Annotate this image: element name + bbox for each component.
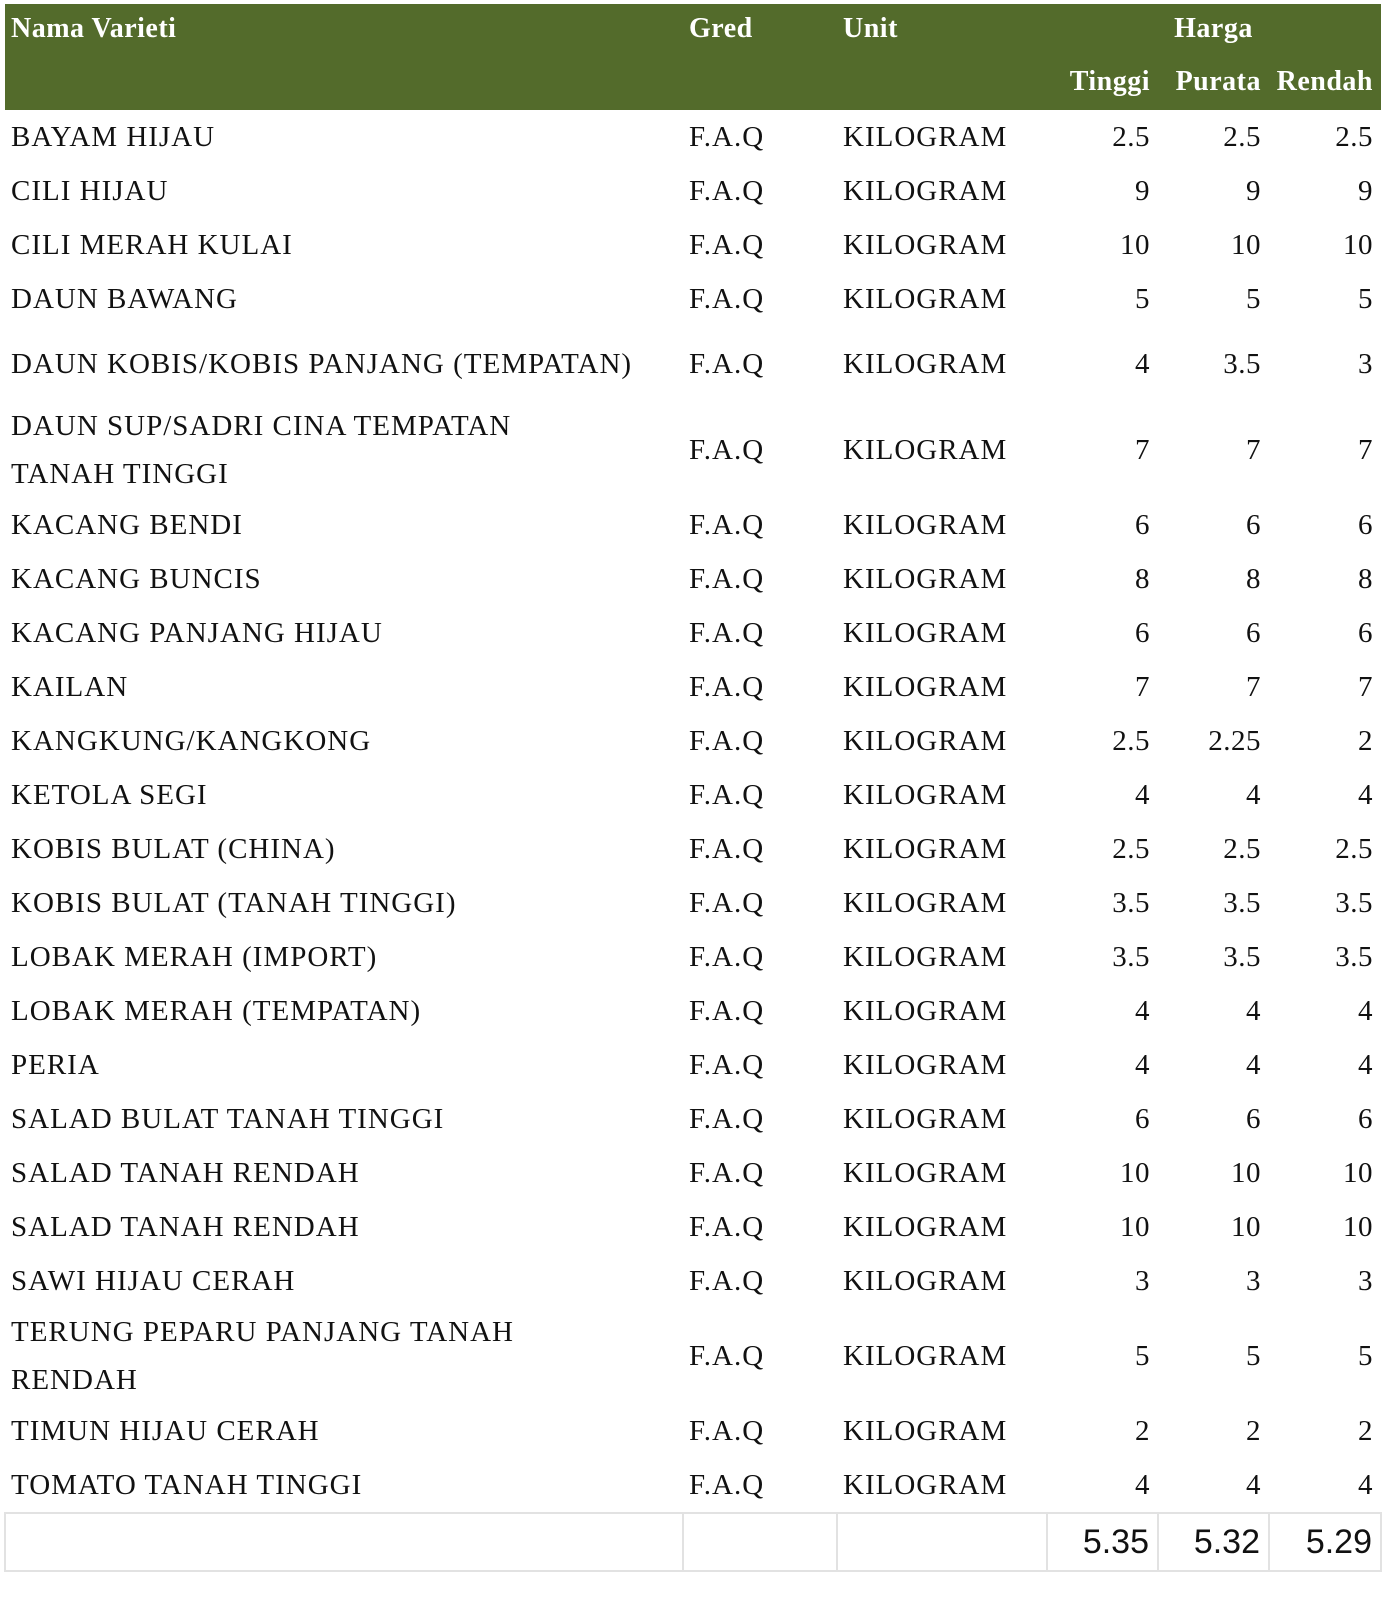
price-average-cell[interactable]: 4 <box>1246 778 1261 811</box>
header-spacer <box>683 54 837 110</box>
variety-name-cell[interactable]: KACANG PANJANG HIJAU <box>11 616 383 649</box>
price-low-cell[interactable]: 7 <box>1358 670 1373 703</box>
table-row[interactable] <box>5 606 1381 660</box>
unit-cell[interactable]: KILOGRAM <box>843 724 1008 757</box>
variety-name-cell[interactable]: SALAD TANAH RENDAH <box>11 1210 360 1243</box>
price-average-cell[interactable]: 3.5 <box>1223 940 1261 973</box>
header-high[interactable]: Tinggi <box>1047 54 1158 110</box>
grade-cell[interactable]: F.A.Q <box>689 1210 765 1243</box>
price-low-cell[interactable]: 4 <box>1358 1468 1373 1501</box>
grade-cell[interactable]: F.A.Q <box>689 1414 765 1447</box>
price-average-cell[interactable]: 10 <box>1231 228 1261 261</box>
price-high-cell[interactable]: 5 <box>1135 1339 1150 1372</box>
unit-cell[interactable]: KILOGRAM <box>843 562 1008 595</box>
header-low[interactable]: Rendah <box>1269 54 1381 110</box>
price-high-cell[interactable]: 6 <box>1135 1102 1150 1135</box>
grade-cell[interactable]: F.A.Q <box>689 1339 765 1372</box>
variety-name-cell[interactable]: KETOLA SEGI <box>11 778 208 811</box>
variety-name-cell[interactable]: SAWI HIJAU CERAH <box>11 1264 296 1297</box>
unit-cell[interactable]: KILOGRAM <box>843 832 1008 865</box>
grade-cell[interactable]: F.A.Q <box>689 347 765 380</box>
table-row[interactable] <box>5 164 1381 218</box>
table-row[interactable] <box>5 768 1381 822</box>
variety-name-cell[interactable]: BAYAM HIJAU <box>11 120 216 153</box>
table-row[interactable] <box>5 1458 1381 1513</box>
price-low-cell[interactable]: 2 <box>1358 724 1373 757</box>
price-high-cell[interactable]: 3.5 <box>1112 886 1150 919</box>
unit-cell[interactable]: KILOGRAM <box>843 1156 1008 1189</box>
price-average-cell[interactable]: 3.5 <box>1223 347 1261 380</box>
variety-name-cell[interactable]: LOBAK MERAH (IMPORT) <box>11 940 378 973</box>
table-body <box>5 110 1381 1513</box>
variety-name-cell[interactable]: KOBIS BULAT (CHINA) <box>11 832 336 865</box>
price-low-cell[interactable]: 8 <box>1358 562 1373 595</box>
variety-name-cell[interactable]: DAUN BAWANG <box>11 282 238 315</box>
price-average-cell[interactable]: 4 <box>1246 1048 1261 1081</box>
grade-cell[interactable]: F.A.Q <box>689 778 765 811</box>
header-spacer <box>1047 4 1158 54</box>
unit-cell[interactable]: KILOGRAM <box>843 670 1008 703</box>
unit-cell[interactable]: KILOGRAM <box>843 1339 1008 1372</box>
table-row[interactable] <box>5 930 1381 984</box>
price-high-cell[interactable]: 2.5 <box>1112 724 1150 757</box>
price-low-cell[interactable]: 3 <box>1358 1264 1373 1297</box>
unit-cell[interactable]: KILOGRAM <box>843 1102 1008 1135</box>
price-low-cell[interactable]: 6 <box>1358 1102 1373 1135</box>
price-high-cell[interactable]: 8 <box>1135 562 1150 595</box>
header-average[interactable]: Purata <box>1158 54 1269 110</box>
total-average[interactable]: 5.32 <box>1158 1513 1269 1571</box>
variety-name-cell[interactable]: KOBIS BULAT (TANAH TINGGI) <box>11 886 457 919</box>
unit-cell[interactable]: KILOGRAM <box>843 433 1008 466</box>
unit-cell[interactable]: KILOGRAM <box>843 282 1008 315</box>
footer-empty-cell[interactable] <box>5 1513 683 1571</box>
price-high-cell[interactable]: 10 <box>1120 1210 1150 1243</box>
unit-cell[interactable]: KILOGRAM <box>843 228 1008 261</box>
price-high-cell[interactable]: 9 <box>1135 174 1150 207</box>
price-average-cell[interactable]: 5 <box>1246 282 1261 315</box>
price-high-cell[interactable]: 4 <box>1135 347 1150 380</box>
total-high[interactable]: 5.35 <box>1047 1513 1158 1571</box>
price-low-cell[interactable]: 4 <box>1358 778 1373 811</box>
variety-name-cell[interactable]: KANGKUNG/KANGKONG <box>11 724 372 757</box>
grade-cell[interactable]: F.A.Q <box>689 433 765 466</box>
table-header <box>5 4 1381 110</box>
table-row[interactable] <box>5 498 1381 552</box>
unit-cell[interactable]: KILOGRAM <box>843 994 1008 1027</box>
table-row[interactable] <box>5 402 1381 498</box>
grade-cell[interactable]: F.A.Q <box>689 508 765 541</box>
header-unit[interactable]: Unit <box>837 4 1047 54</box>
grade-cell[interactable]: F.A.Q <box>689 1048 765 1081</box>
price-high-cell[interactable]: 2.5 <box>1112 832 1150 865</box>
price-high-cell[interactable]: 7 <box>1135 670 1150 703</box>
grade-cell[interactable]: F.A.Q <box>689 1468 765 1501</box>
variety-name-cell[interactable]: DAUN KOBIS/KOBIS PANJANG (TEMPATAN) <box>11 347 633 380</box>
price-high-cell[interactable]: 6 <box>1135 508 1150 541</box>
price-low-cell[interactable]: 3 <box>1358 347 1373 380</box>
price-low-cell[interactable]: 10 <box>1343 1156 1373 1189</box>
header-grade[interactable]: Gred <box>683 4 837 54</box>
price-average-cell[interactable]: 3 <box>1246 1264 1261 1297</box>
price-low-cell[interactable]: 5 <box>1358 282 1373 315</box>
grade-cell[interactable]: F.A.Q <box>689 940 765 973</box>
price-average-cell[interactable]: 10 <box>1231 1156 1261 1189</box>
price-high-cell[interactable]: 6 <box>1135 616 1150 649</box>
unit-cell[interactable]: KILOGRAM <box>843 1048 1008 1081</box>
price-low-cell[interactable]: 2.5 <box>1335 832 1373 865</box>
variety-name-cell[interactable]: TERUNG PEPARU PANJANG TANAH RENDAH <box>11 1316 514 1396</box>
price-low-cell[interactable]: 10 <box>1343 1210 1373 1243</box>
header-spacer <box>5 54 683 110</box>
price-high-cell[interactable]: 4 <box>1135 778 1150 811</box>
unit-cell[interactable]: KILOGRAM <box>843 508 1008 541</box>
grade-cell[interactable]: F.A.Q <box>689 562 765 595</box>
table-row[interactable] <box>5 1092 1381 1146</box>
unit-cell[interactable]: KILOGRAM <box>843 1264 1008 1297</box>
variety-name-cell[interactable]: KACANG BUNCIS <box>11 562 262 595</box>
price-high-cell[interactable]: 4 <box>1135 1468 1150 1501</box>
grade-cell[interactable]: F.A.Q <box>689 1102 765 1135</box>
table-row[interactable] <box>5 1308 1381 1404</box>
price-low-cell[interactable]: 9 <box>1358 174 1373 207</box>
price-high-cell[interactable]: 4 <box>1135 1048 1150 1081</box>
grade-cell[interactable]: F.A.Q <box>689 1156 765 1189</box>
unit-cell[interactable]: KILOGRAM <box>843 1414 1008 1447</box>
grade-cell[interactable]: F.A.Q <box>689 832 765 865</box>
grade-cell[interactable]: F.A.Q <box>689 670 765 703</box>
header-spacer <box>1269 4 1381 54</box>
price-low-cell[interactable]: 6 <box>1358 616 1373 649</box>
grade-cell[interactable]: F.A.Q <box>689 1264 765 1297</box>
header-spacer <box>837 54 1047 110</box>
grade-cell[interactable]: F.A.Q <box>689 120 765 153</box>
table-row[interactable] <box>5 876 1381 930</box>
price-average-cell[interactable]: 9 <box>1246 174 1261 207</box>
unit-cell[interactable]: KILOGRAM <box>843 778 1008 811</box>
price-low-cell[interactable]: 4 <box>1358 1048 1373 1081</box>
price-low-cell[interactable]: 3.5 <box>1335 940 1373 973</box>
price-high-cell[interactable]: 3 <box>1135 1264 1150 1297</box>
price-average-cell[interactable]: 4 <box>1246 1468 1261 1501</box>
price-average-cell[interactable]: 6 <box>1246 1102 1261 1135</box>
table-row[interactable] <box>5 1200 1381 1254</box>
variety-name-cell[interactable]: SALAD TANAH RENDAH <box>11 1156 360 1189</box>
unit-cell[interactable]: KILOGRAM <box>843 120 1008 153</box>
unit-cell[interactable]: KILOGRAM <box>843 1210 1008 1243</box>
table-row[interactable] <box>5 822 1381 876</box>
price-high-cell[interactable]: 3.5 <box>1112 940 1150 973</box>
price-low-cell[interactable]: 5 <box>1358 1339 1373 1372</box>
price-average-cell[interactable]: 2 <box>1246 1414 1261 1447</box>
price-average-cell[interactable]: 6 <box>1246 508 1261 541</box>
table-row[interactable] <box>5 110 1381 164</box>
price-table-sheet <box>4 4 1380 1572</box>
price-average-cell[interactable]: 7 <box>1246 433 1261 466</box>
table-row[interactable] <box>5 660 1381 714</box>
price-low-cell[interactable]: 3.5 <box>1335 886 1373 919</box>
unit-cell[interactable]: KILOGRAM <box>843 886 1008 919</box>
unit-cell[interactable]: KILOGRAM <box>843 1468 1008 1501</box>
price-high-cell[interactable]: 4 <box>1135 994 1150 1027</box>
variety-name-cell[interactable]: SALAD BULAT TANAH TINGGI <box>11 1102 445 1135</box>
price-average-cell[interactable]: 10 <box>1231 1210 1261 1243</box>
footer-empty-cell[interactable] <box>683 1513 837 1571</box>
price-average-cell[interactable]: 6 <box>1246 616 1261 649</box>
variety-name-cell[interactable]: PERIA <box>11 1048 100 1081</box>
grade-cell[interactable]: F.A.Q <box>689 616 765 649</box>
price-average-cell[interactable]: 3.5 <box>1223 886 1261 919</box>
variety-name-cell[interactable]: TOMATO TANAH TINGGI <box>11 1468 363 1501</box>
price-average-cell[interactable]: 5 <box>1246 1339 1261 1372</box>
table-row[interactable] <box>5 552 1381 606</box>
price-high-cell[interactable]: 10 <box>1120 228 1150 261</box>
price-high-cell[interactable]: 2.5 <box>1112 120 1150 153</box>
grade-cell[interactable]: F.A.Q <box>689 994 765 1027</box>
price-low-cell[interactable]: 2 <box>1358 1414 1373 1447</box>
table-row[interactable] <box>5 1254 1381 1308</box>
table-row[interactable] <box>5 326 1381 402</box>
price-high-cell[interactable]: 2 <box>1135 1414 1150 1447</box>
price-high-cell[interactable]: 10 <box>1120 1156 1150 1189</box>
unit-cell[interactable]: KILOGRAM <box>843 616 1008 649</box>
unit-cell[interactable]: KILOGRAM <box>843 347 1008 380</box>
grade-cell[interactable]: F.A.Q <box>689 282 765 315</box>
table-row[interactable] <box>5 272 1381 326</box>
price-average-cell[interactable]: 2.5 <box>1223 832 1261 865</box>
variety-name-cell[interactable]: DAUN SUP/SADRI CINA TEMPATAN TANAH TINGGI <box>11 410 512 490</box>
price-low-cell[interactable]: 6 <box>1358 508 1373 541</box>
variety-name-cell[interactable]: KAILAN <box>11 670 129 703</box>
price-table <box>4 4 1382 1572</box>
table-row[interactable] <box>5 1146 1381 1200</box>
total-low[interactable]: 5.29 <box>1269 1513 1381 1571</box>
grade-cell[interactable]: F.A.Q <box>689 886 765 919</box>
price-low-cell[interactable]: 10 <box>1343 228 1373 261</box>
unit-cell[interactable]: KILOGRAM <box>843 940 1008 973</box>
variety-name-cell[interactable]: LOBAK MERAH (TEMPATAN) <box>11 994 422 1027</box>
price-average-cell[interactable]: 4 <box>1246 994 1261 1027</box>
table-row[interactable] <box>5 984 1381 1038</box>
table-footer <box>5 1513 1381 1571</box>
price-high-cell[interactable]: 7 <box>1135 433 1150 466</box>
price-low-cell[interactable]: 4 <box>1358 994 1373 1027</box>
table-row[interactable] <box>5 1038 1381 1092</box>
price-average-cell[interactable]: 7 <box>1246 670 1261 703</box>
variety-name-cell[interactable]: TIMUN HIJAU CERAH <box>11 1414 320 1447</box>
price-high-cell[interactable]: 5 <box>1135 282 1150 315</box>
table-row[interactable] <box>5 714 1381 768</box>
unit-cell[interactable]: KILOGRAM <box>843 174 1008 207</box>
header-price[interactable]: Harga <box>1158 4 1269 54</box>
variety-name-cell[interactable]: CILI HIJAU <box>11 174 169 207</box>
header-name[interactable]: Nama Varieti <box>5 4 683 54</box>
price-average-cell[interactable]: 2.25 <box>1208 724 1261 757</box>
table-row[interactable] <box>5 1404 1381 1458</box>
price-low-cell[interactable]: 7 <box>1358 433 1373 466</box>
price-average-cell[interactable]: 2.5 <box>1223 120 1261 153</box>
variety-name-cell[interactable]: CILI MERAH KULAI <box>11 228 293 261</box>
grade-cell[interactable]: F.A.Q <box>689 174 765 207</box>
footer-empty-cell[interactable] <box>837 1513 1047 1571</box>
grade-cell[interactable]: F.A.Q <box>689 228 765 261</box>
price-low-cell[interactable]: 2.5 <box>1335 120 1373 153</box>
variety-name-cell[interactable]: KACANG BENDI <box>11 508 243 541</box>
table-row[interactable] <box>5 218 1381 272</box>
grade-cell[interactable]: F.A.Q <box>689 724 765 757</box>
price-average-cell[interactable]: 8 <box>1246 562 1261 595</box>
